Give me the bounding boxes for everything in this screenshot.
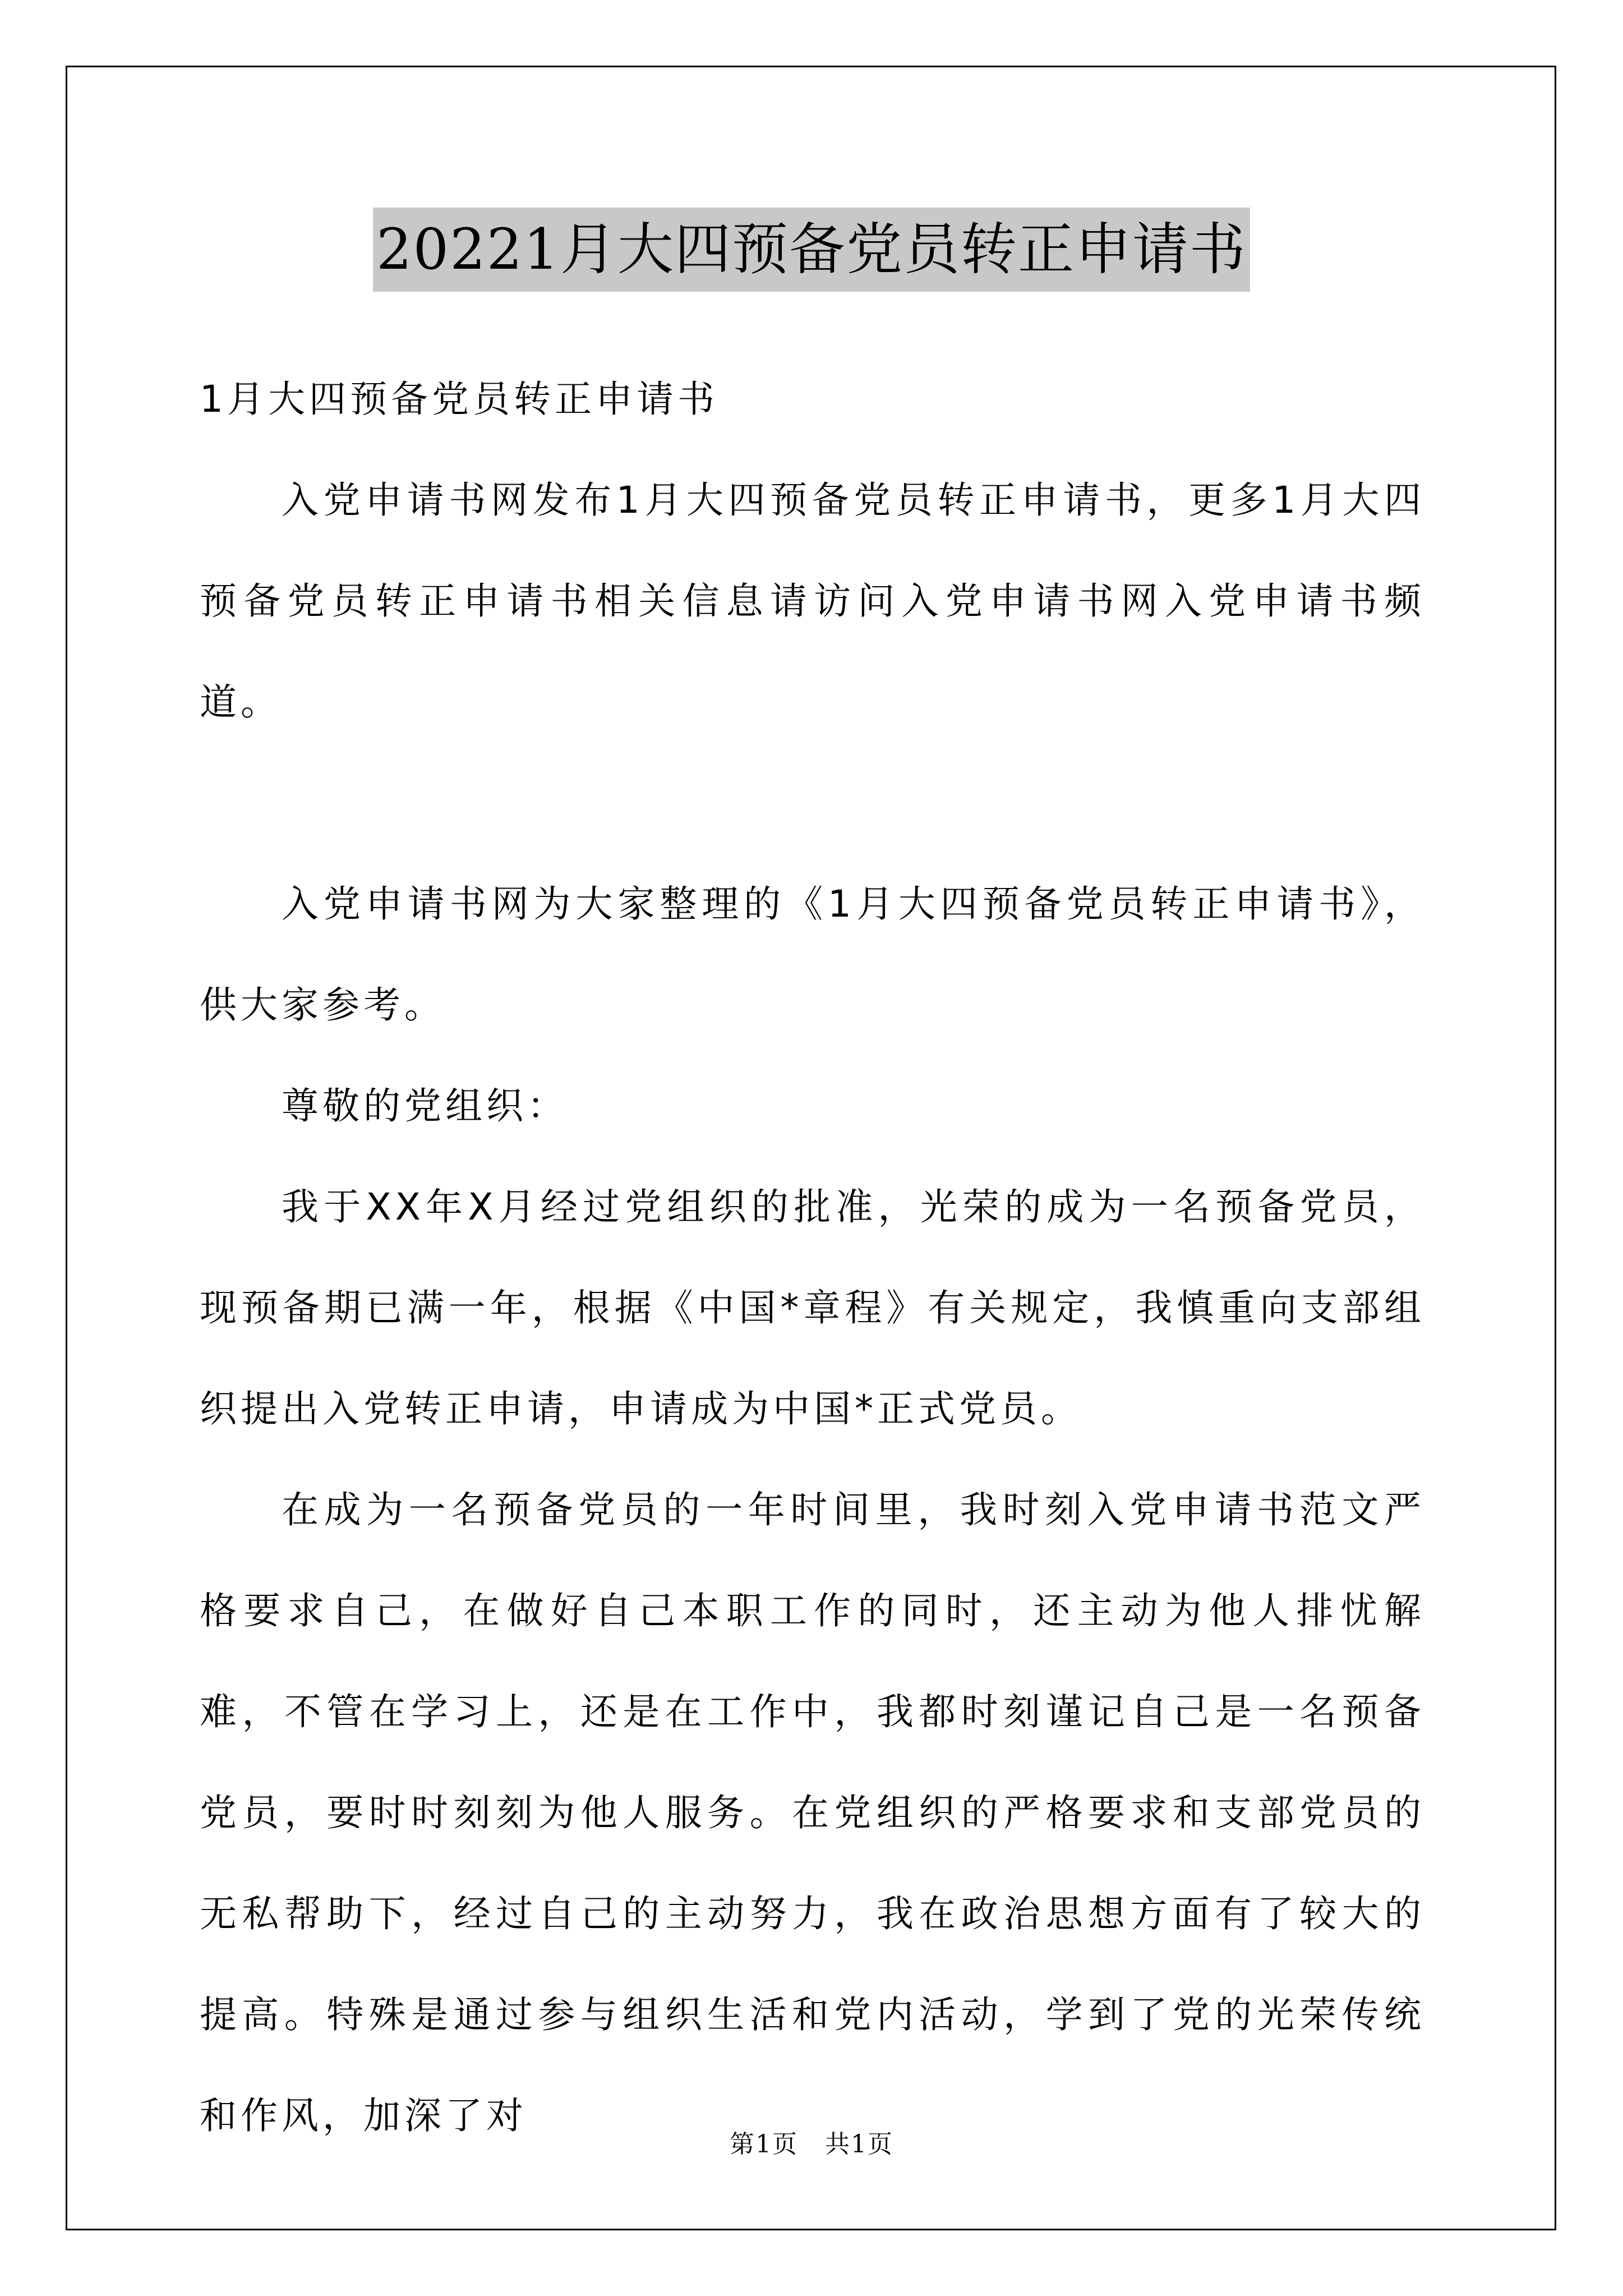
page-footer bbox=[0, 2124, 1623, 2160]
title-area bbox=[0, 208, 1623, 292]
reflection-paragraph: 在成为一名预备党员的一年时间里，我时刻入党申请书范文严格要求自己，在做好自己本职工作的同时，还主动为他人排忧解难，不管在学习上，还是在工作中，我都时刻谨记自己是一名预备党员，要时时刻刻为他人服务。在党组织的严格要求和支部党员的无私帮助下，经过自己的主动努力，我在政治思想方面有了较大的提高。特殊是通过参与组织生活和党内活动，学到了党的光荣传统和作风，加深了对 bbox=[200, 1488, 1425, 2137]
application-paragraph: 我于XX年X月经过党组织的批准，光荣的成为一名预备党员，现预备期已满一年，根据《中国*章程》有关规定，我慎重向支部组织提出入党转正申请，申请成为中国*正式党员。 bbox=[200, 1185, 1425, 1430]
paragraph-gap bbox=[200, 753, 1425, 854]
page-total: 共1页 bbox=[825, 2130, 893, 2159]
document-body bbox=[200, 349, 1425, 2166]
salutation: 尊敬的党组织： bbox=[282, 1084, 568, 1128]
reference-paragraph: 入党申请书网为大家整理的《1月大四预备党员转正申请书》，供大家参考。 bbox=[200, 882, 1425, 1027]
page-number: 第1页 bbox=[730, 2130, 798, 2159]
document-subtitle: 1月大四预备党员转正申请书 bbox=[200, 378, 718, 421]
intro-paragraph: 入党申请书网发布1月大四预备党员转正申请书，更多1月大四预备党员转正申请书相关信息请访问入党申请书网入党申请书频道。 bbox=[200, 478, 1425, 724]
document-title: 20221月大四预备党员转正申请书 bbox=[373, 208, 1250, 292]
